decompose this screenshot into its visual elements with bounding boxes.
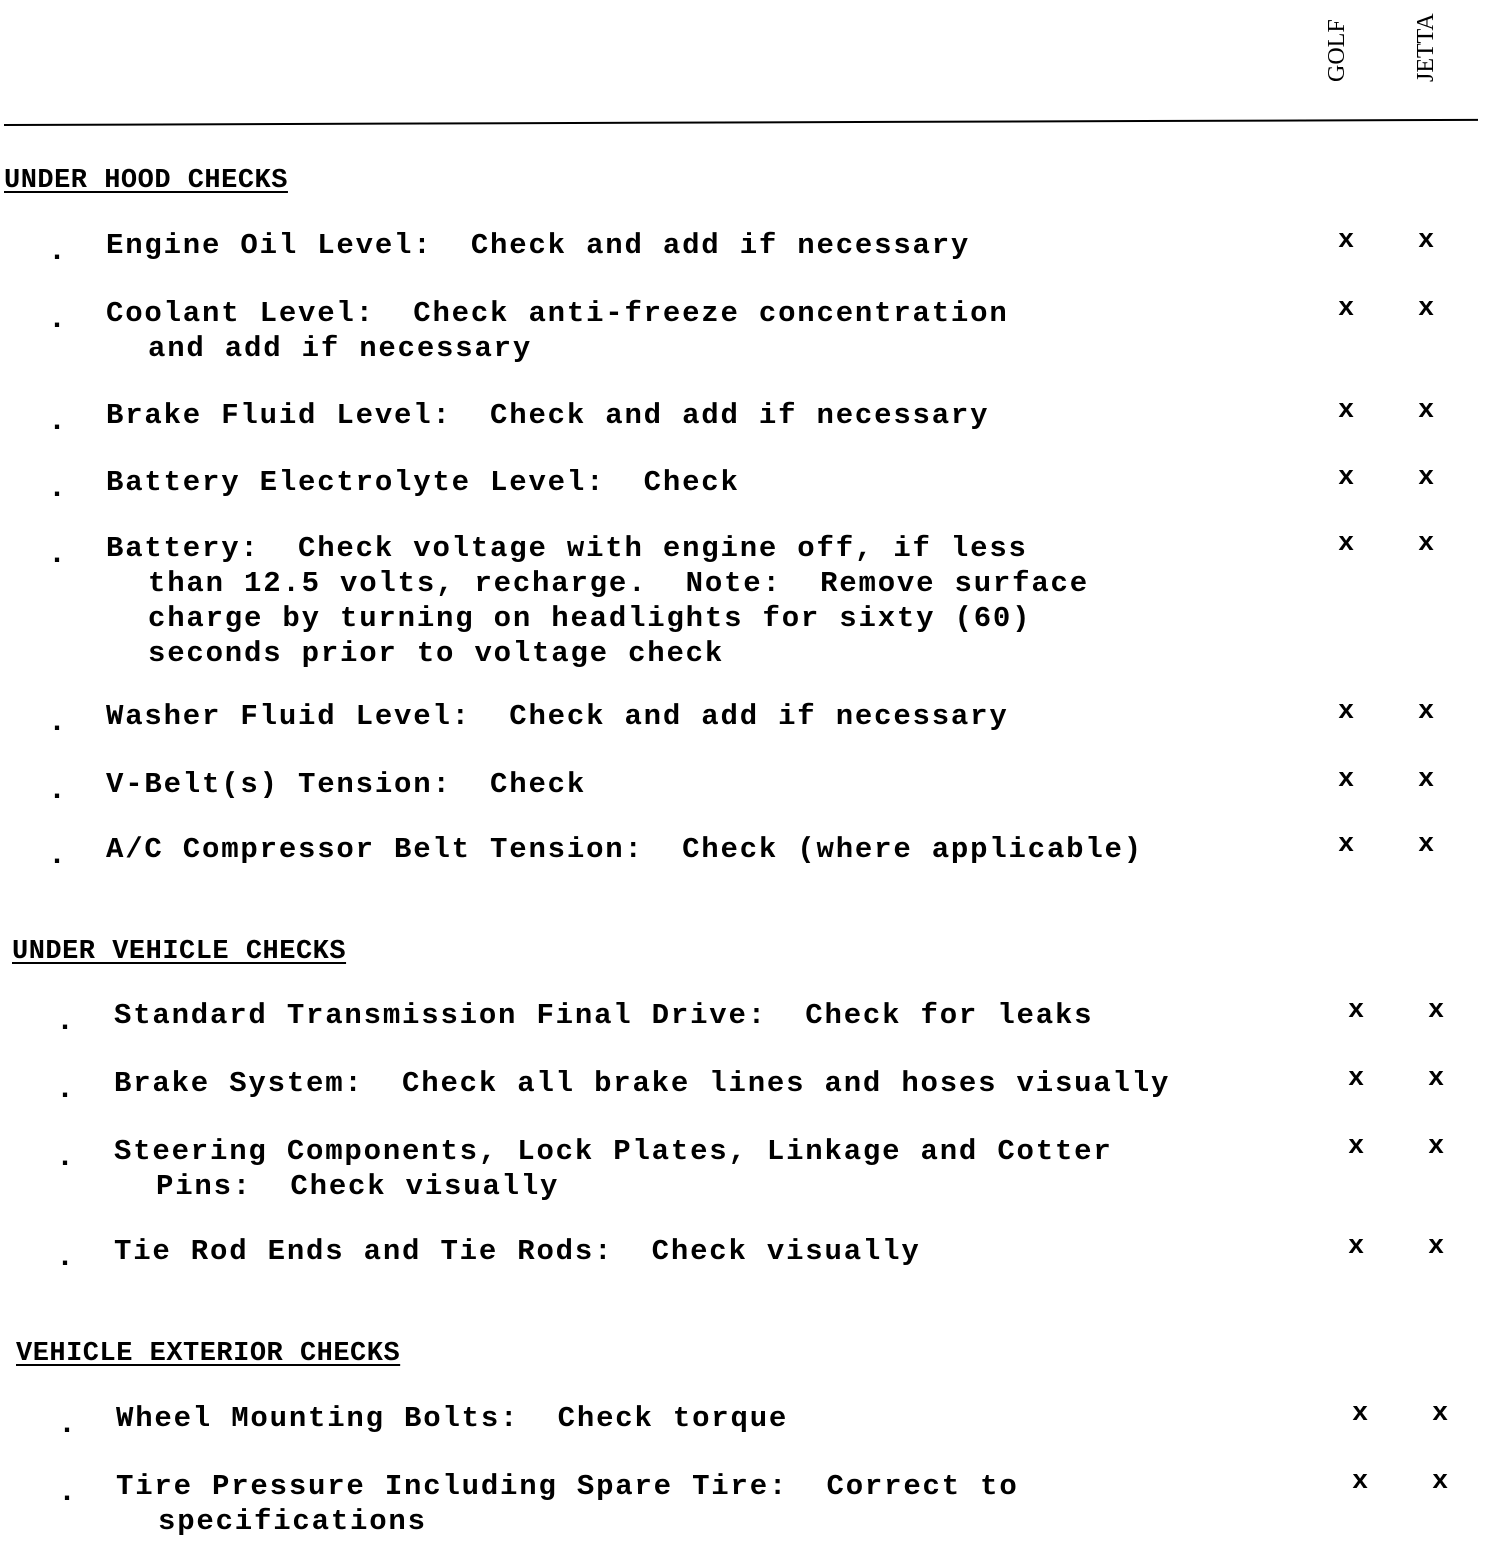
item-line: A/C Compressor Belt Tension: Check (where applicable) — [106, 833, 1143, 866]
bullet: . — [48, 538, 67, 572]
item-line: V-Belt(s) Tension: Check — [106, 768, 587, 801]
golf-check-mark: x — [1338, 396, 1355, 426]
item-continuation-line: seconds prior to voltage check — [148, 637, 725, 670]
bullet: . — [48, 774, 67, 808]
jetta-check-mark: x — [1418, 294, 1435, 324]
item-text — [114, 1134, 1113, 1204]
bullet: . — [56, 1005, 75, 1039]
golf-check-mark: x — [1348, 1132, 1365, 1162]
golf-check-mark: x — [1352, 1399, 1369, 1429]
checklist-item — [48, 465, 1504, 505]
jetta-check-mark: x — [1418, 226, 1435, 256]
item-continuation-line: charge by turning on headlights for sixty (60) — [148, 602, 1032, 635]
item-text — [106, 398, 989, 433]
bullet: . — [56, 1141, 75, 1175]
section-title: VEHICLE EXTERIOR CHECKS — [16, 1339, 401, 1369]
item-text — [106, 465, 740, 500]
jetta-check-mark: x — [1418, 830, 1435, 860]
item-continuation-line: than 12.5 volts, recharge. Note: Remove surface — [148, 567, 1089, 600]
jetta-check-mark: x — [1418, 765, 1435, 795]
header-rule — [4, 119, 1478, 126]
checklist-item — [48, 228, 1504, 268]
checklist-item — [48, 699, 1504, 739]
checklist-item — [48, 398, 1504, 438]
item-line: Brake Fluid Level: Check and add if necessary — [106, 399, 990, 432]
column-header-golf: GOLF — [1324, 19, 1350, 82]
checklist-item — [48, 767, 1504, 807]
item-text — [116, 1469, 1019, 1539]
jetta-check-mark: x — [1428, 1132, 1445, 1162]
checklist-item — [58, 1467, 1504, 1538]
checklist-item — [58, 1401, 1504, 1441]
golf-check-mark: x — [1338, 226, 1355, 256]
jetta-check-mark: x — [1418, 529, 1435, 559]
checklist-item — [56, 1132, 1504, 1203]
golf-check-mark: x — [1338, 697, 1355, 727]
checklist-item — [48, 294, 1504, 365]
jetta-check-mark: x — [1432, 1399, 1449, 1429]
item-line: Standard Transmission Final Drive: Check for leaks — [114, 999, 1094, 1032]
golf-check-mark: x — [1338, 463, 1355, 493]
golf-check-mark: x — [1348, 1232, 1365, 1262]
jetta-check-mark: x — [1428, 996, 1445, 1026]
bullet: . — [48, 839, 67, 873]
item-line: Engine Oil Level: Check and add if necessary — [106, 229, 971, 262]
jetta-check-mark: x — [1428, 1232, 1445, 1262]
bullet: . — [48, 706, 67, 740]
section-title: UNDER VEHICLE CHECKS — [12, 937, 347, 967]
item-line: Coolant Level: Check anti-freeze concentration — [106, 297, 1009, 330]
golf-check-mark: x — [1352, 1467, 1369, 1497]
item-line: Brake System: Check all brake lines and hoses visually — [114, 1067, 1171, 1100]
checklist-item — [56, 1234, 1504, 1274]
checklist-item — [56, 1066, 1504, 1106]
golf-check-mark: x — [1338, 765, 1355, 795]
item-text — [106, 699, 1009, 734]
item-line: Battery Electrolyte Level: Check — [106, 466, 740, 499]
bullet: . — [48, 405, 67, 439]
bullet: . — [58, 1476, 77, 1510]
jetta-check-mark: x — [1432, 1467, 1449, 1497]
item-text — [106, 531, 1089, 671]
checklist-item — [56, 998, 1504, 1038]
column-header-jetta: JETTA — [1413, 13, 1439, 82]
bullet: . — [56, 1073, 75, 1107]
golf-check-mark: x — [1338, 830, 1355, 860]
bullet: . — [48, 472, 67, 506]
item-text — [114, 1234, 921, 1269]
jetta-check-mark: x — [1418, 396, 1435, 426]
item-text — [114, 1066, 1170, 1101]
bullet: . — [56, 1241, 75, 1275]
item-text — [106, 228, 970, 263]
item-text — [116, 1401, 788, 1436]
item-line: Wheel Mounting Bolts: Check torque — [116, 1402, 789, 1435]
item-continuation-line: Pins: Check visually — [156, 1170, 560, 1203]
item-text — [106, 296, 1009, 366]
item-line: Tie Rod Ends and Tie Rods: Check visually — [114, 1235, 921, 1268]
item-line: Battery: Check voltage with engine off, if less — [106, 532, 1028, 565]
item-continuation-line: and add if necessary — [148, 332, 533, 365]
golf-check-mark: x — [1338, 294, 1355, 324]
item-continuation-line: specifications — [158, 1505, 427, 1538]
item-line: Steering Components, Lock Plates, Linkage and Cotter — [114, 1135, 1113, 1168]
jetta-check-mark: x — [1418, 463, 1435, 493]
item-text — [106, 767, 586, 802]
checklist-item — [48, 832, 1504, 872]
checklist-item — [48, 529, 1504, 670]
golf-check-mark: x — [1348, 1064, 1365, 1094]
jetta-check-mark: x — [1418, 697, 1435, 727]
item-line: Washer Fluid Level: Check and add if necessary — [106, 700, 1009, 733]
bullet: . — [58, 1408, 77, 1442]
jetta-check-mark: x — [1428, 1064, 1445, 1094]
item-text — [106, 832, 1143, 867]
bullet: . — [48, 303, 67, 337]
golf-check-mark: x — [1338, 529, 1355, 559]
item-text — [114, 998, 1093, 1033]
golf-check-mark: x — [1348, 996, 1365, 1026]
bullet: . — [48, 235, 67, 269]
section-title: UNDER HOOD CHECKS — [4, 166, 288, 196]
item-line: Tire Pressure Including Spare Tire: Correct to — [116, 1470, 1019, 1503]
